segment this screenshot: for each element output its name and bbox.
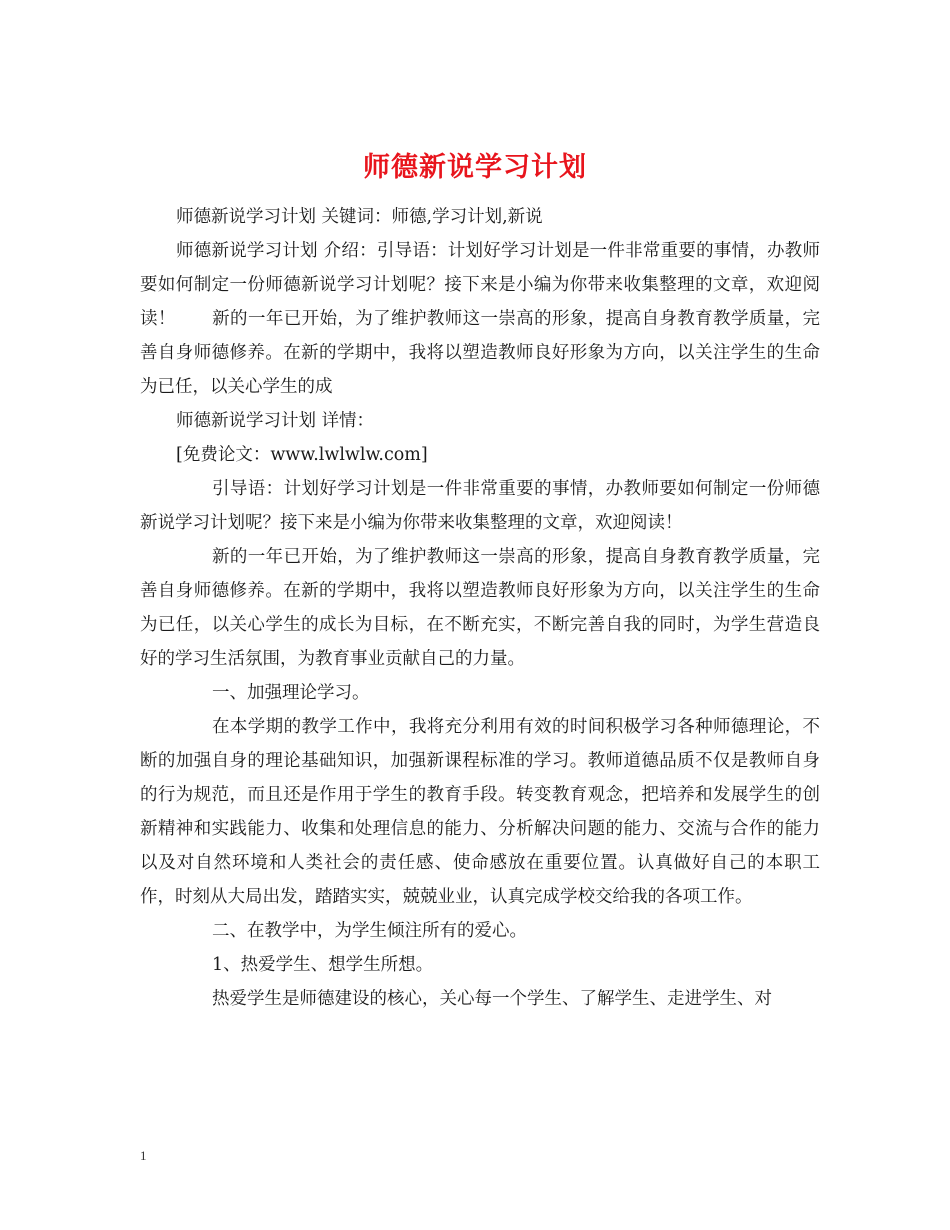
document-body <box>140 200 820 1016</box>
introduction-text: 师德新说学习计划 介绍：引导语：计划好学习计划是一件非常重要的事情，办教师要如何制定一份师德新说学习计划呢？接下来是小编为你带来收集整理的文章，欢迎阅读！ <box>140 241 820 329</box>
paragraph-love-students: 热爱学生是师德建设的核心，关心每一个学生、了解学生、走进学生、对 <box>212 989 772 1009</box>
section-heading-theory: 一、加强理论学习。 <box>212 683 370 703</box>
paragraph-details-label: 师德新说学习计划 详情： <box>176 411 375 431</box>
page-number: 1 <box>140 1148 147 1163</box>
paragraph-new-year: 新的一年已开始，为了维护教师这一崇高的形象，提高自身教育教学质量，完善自身师德修养。在新的学期中，我将以塑造教师良好形象为方向，以关注学生的生命为已任，以关心学生的成长为目标，在不断充实，不断完善自我的同时，为学生营造良好的学习生活氛围，为教育事业贡献自己的力量。 <box>140 547 820 669</box>
paragraph-source-link: [免费论文：www.lwlwlw.com] <box>176 445 428 465</box>
paragraph-introduction <box>140 234 820 404</box>
section-heading-love: 二、在教学中，为学生倾注所有的爱心。 <box>212 921 527 941</box>
subsection-heading-love-students: 1、热爱学生、想学生所想。 <box>212 955 434 975</box>
paragraph-keywords: 师德新说学习计划 关键词：师德,学习计划,新说 <box>176 207 543 227</box>
introduction-tail: 新的一年已开始，为了维护教师这一崇高的形象，提高自身教育教学质量，完善自身师德修养。在新的学期中，我将以塑造教师良好形象为方向，以关注学生的生命为已任，以关心学生的成 <box>140 309 821 397</box>
paragraph-theory: 在本学期的教学工作中，我将充分利用有效的时间积极学习各种师德理论，不断的加强自身的理论基础知识，加强新课程标准的学习。教师道德品质不仅是教师自身的行为规范，而且还是作用于学生的教育手段。转变教育观念，把培养和发展学生的创新精神和实践能力、收集和处理信息的能力、分析解决问题的能力、交流与合作的能力以及对自然环境和人类社会的责任感、使命感放在重要位置。认真做好自己的本职工作，时刻从大局出发，踏踏实实，兢兢业业，认真完成学校交给我的各项工作。 <box>140 717 820 907</box>
paragraph-lead: 引导语：计划好学习计划是一件非常重要的事情，办教师要如何制定一份师德新说学习计划呢？接下来是小编为你带来收集整理的文章，欢迎阅读！ <box>140 479 820 533</box>
document-title: 师德新说学习计划 <box>363 152 587 184</box>
